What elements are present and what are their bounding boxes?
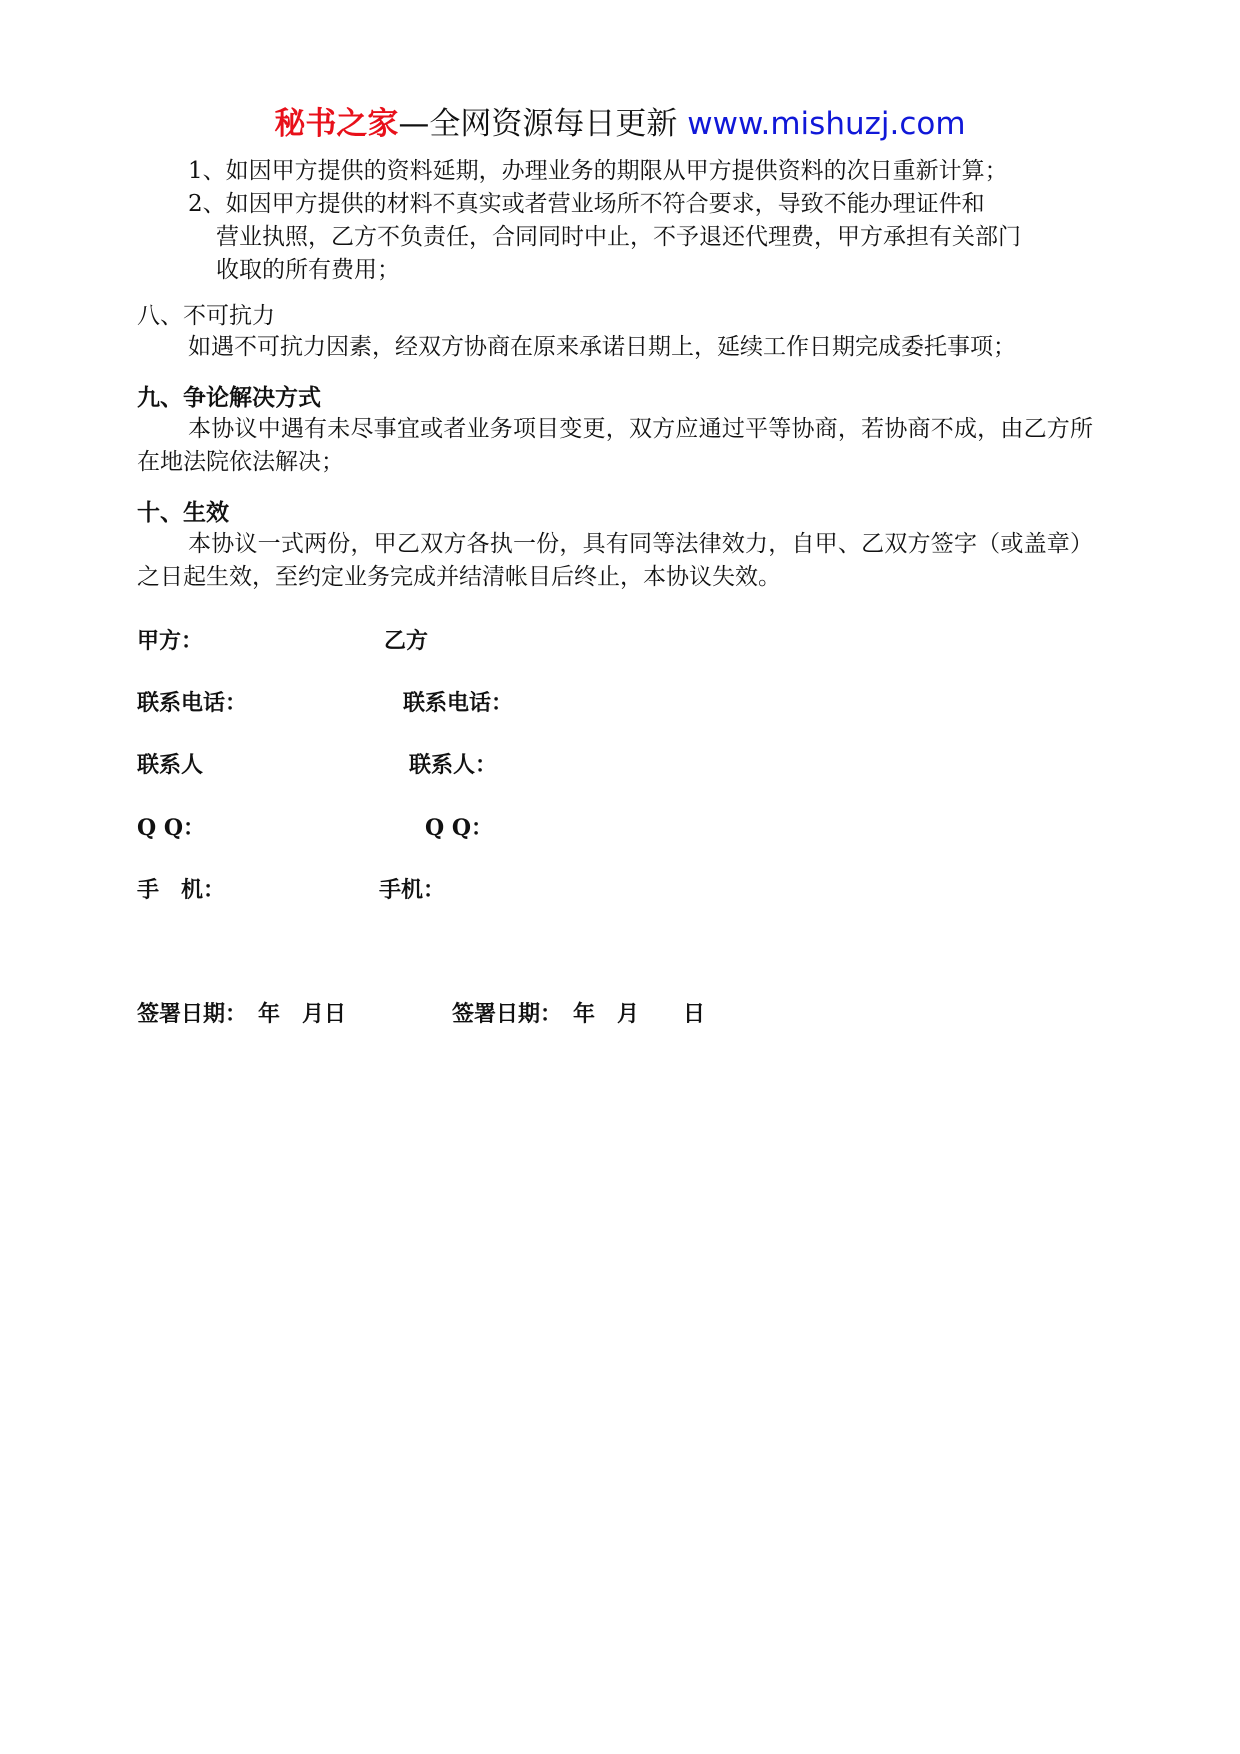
site-header-banner (0, 104, 1240, 144)
header-tagline: —全网资源每日更新 (398, 106, 688, 142)
clause-item-2-line-3: 收取的所有费用； (216, 257, 400, 283)
sign-date-b-label: 签署日期： 年 月 日 (452, 1002, 706, 1027)
mobile-a-label: 手 机： (137, 878, 226, 903)
qq-b-label: Q Q： (425, 815, 493, 841)
contact-b-label: 联系人： (409, 753, 498, 778)
mobile-b-label: 手机： (379, 878, 446, 903)
section-10-body: 本协议一式两份，甲乙双方各执一份，具有同等法律效力，自甲、乙双方签字（或盖章）之日起生效，至约定业务完成并结清帐目后终止，本协议失效。 (137, 531, 1093, 590)
qq-a-label: Q Q： (137, 815, 205, 841)
clause-item-1: 1、如因甲方提供的资料延期，办理业务的期限从甲方提供资料的次日重新计算； (188, 158, 1008, 184)
section-10-title: 十、生效 (137, 500, 229, 526)
section-8-body: 如遇不可抗力因素，经双方协商在原来承诺日期上，延续工作日期完成委托事项； (188, 334, 1016, 360)
party-b-label: 乙方 (384, 629, 429, 654)
phone-a-label: 联系电话： (137, 691, 248, 716)
section-9-title: 九、争论解决方式 (137, 385, 321, 411)
contact-a-label: 联系人 (137, 753, 204, 778)
brand-name: 秘书之家 (274, 106, 399, 142)
sign-date-a-label: 签署日期： 年 月日 (137, 1002, 347, 1027)
phone-b-label: 联系电话： (403, 691, 514, 716)
clause-item-2-line-2: 营业执照，乙方不负责任，合同同时中止，不予退还代理费，甲方承担有关部门 (216, 224, 1021, 250)
party-a-label: 甲方： (137, 629, 204, 654)
header-url: www.mishuzj.com (687, 106, 966, 142)
section-8-title: 八、不可抗力 (137, 303, 275, 329)
clause-item-2-line-1: 2、如因甲方提供的材料不真实或者营业场所不符合要求，导致不能办理证件和 (188, 191, 985, 217)
section-9-body: 本协议中遇有未尽事宜或者业务项目变更，双方应通过平等协商，若协商不成，由乙方所在地法院依法解决； (137, 416, 1093, 475)
